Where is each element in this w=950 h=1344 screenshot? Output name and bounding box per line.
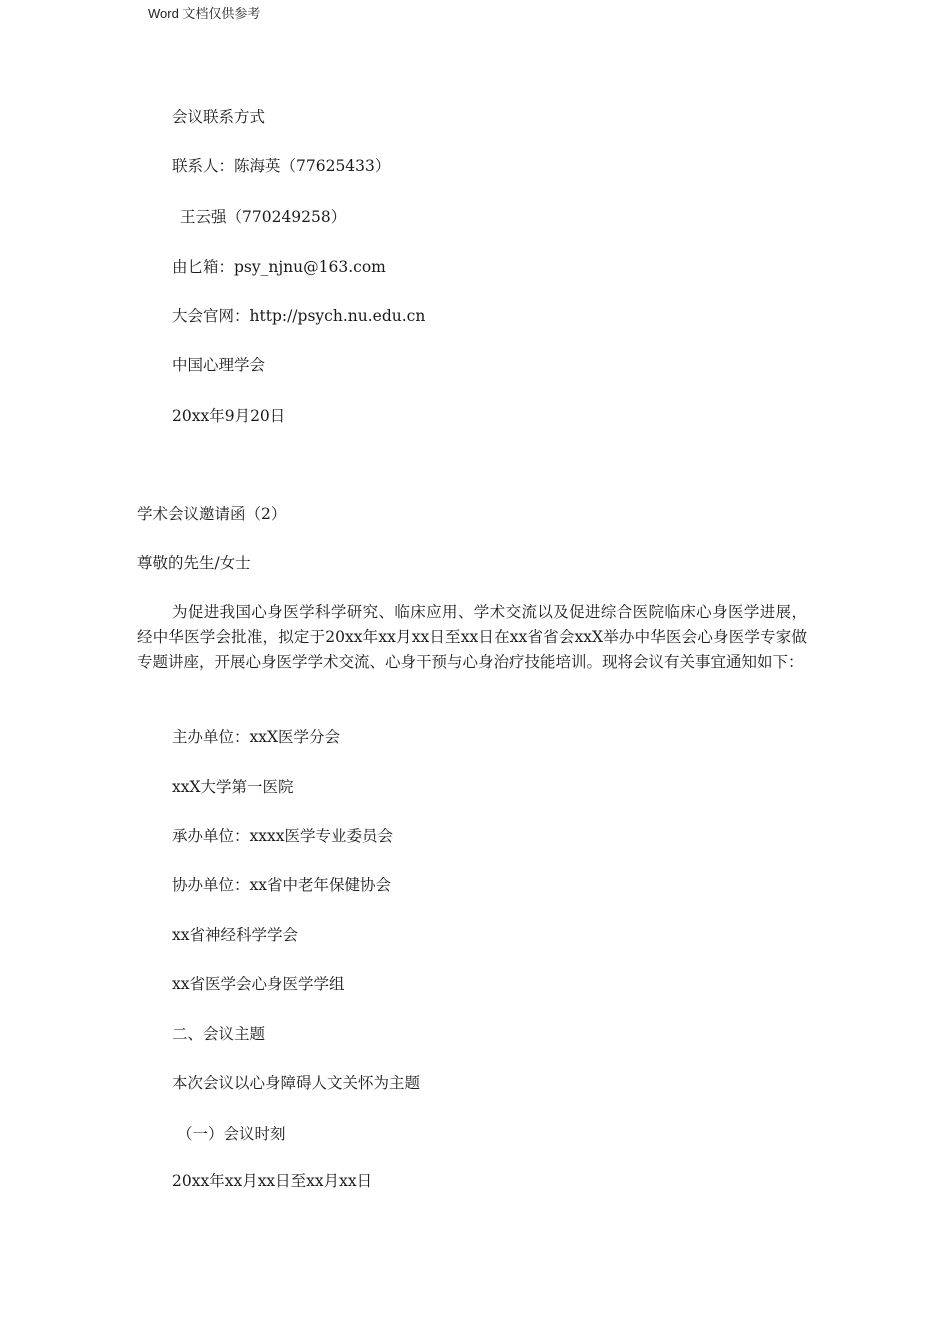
co-organizer-3: xx省医学会心身医学学组 xyxy=(172,975,345,993)
invitation-title: 学术会议邀请函（2） xyxy=(137,505,287,523)
co-organizer-1: 协办单位：xx省中老年保健协会 xyxy=(172,876,391,894)
organization-name: 中国心理学会 xyxy=(172,356,266,374)
invitation-body-paragraph: 为促进我国心身医学科学研究、临床应用、学术交流以及促进综合医院临床心身医学进展，经中华医学会批准，拟定于20xx年xx月xx日至xx日在xx省省会xxX举办中华医会心身医学专家做专题讲座，开展心身医学学术交流、心身干预与心身治疗技能培训。现将会议有关事宜通知如下： xyxy=(137,603,807,671)
meeting-time: 20xx年xx月xx日至xx月xx日 xyxy=(172,1172,373,1190)
section-2-title: 二、会议主题 xyxy=(172,1025,266,1043)
contact-person-2: 王云强（770249258） xyxy=(180,208,347,226)
co-organizer-2: xx省神经科学学会 xyxy=(172,926,298,944)
subsection-1-title: （一）会议时刻 xyxy=(177,1125,286,1143)
organizer-unit: 承办单位：xxxx医学专业委员会 xyxy=(172,827,393,845)
contact-person-1: 联系人：陈海英（77625433） xyxy=(172,157,391,175)
watermark-text: Word 文档仅供参考 xyxy=(148,6,261,21)
host-unit-2: xxX大学第一医院 xyxy=(172,778,294,796)
contact-email: 由匕箱：psy_njnu@163.com xyxy=(172,258,386,276)
meeting-theme: 本次会议以心身障碍人文关怀为主题 xyxy=(172,1074,421,1092)
invitation-salutation: 尊敬的先生/女士 xyxy=(137,554,251,572)
letter-date: 20xx年9月20日 xyxy=(172,407,286,425)
contact-website: 大会官网：http://psych.nu.edu.cn xyxy=(172,307,426,325)
host-unit-1: 主办单位：xxX医学分会 xyxy=(172,728,341,746)
contact-section-title: 会议联系方式 xyxy=(172,108,266,126)
